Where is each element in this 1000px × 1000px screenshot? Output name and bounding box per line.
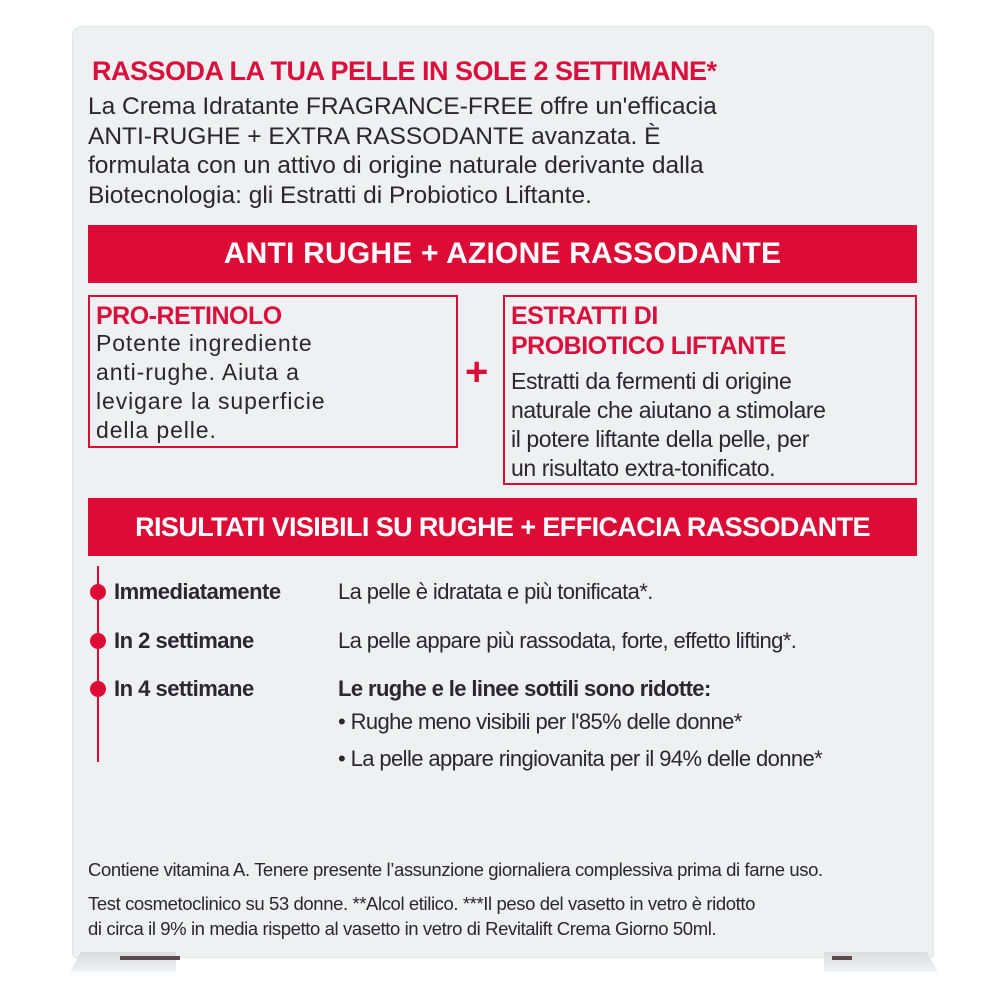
result-period: Immediatamente	[114, 579, 281, 604]
timeline-dot-icon	[90, 681, 106, 697]
ingredient-title-line: PROBIOTICO LIFTANTE	[511, 332, 786, 360]
timeline-dot-icon	[90, 584, 106, 600]
ingredient-title-line: ESTRATTI DI	[511, 302, 658, 330]
result-row-immediate	[90, 576, 930, 608]
intro-line: Biotecnologia: gli Estratti di Probiotico Liftante.	[88, 181, 592, 209]
flap-shadow-left	[120, 956, 180, 960]
intro-line: ANTI-RUGHE + EXTRA RASSODANTE avanzata. È	[88, 122, 661, 150]
ingredient-description	[96, 329, 325, 445]
result-effect: La pelle è idratata e più tonificata*.	[338, 579, 653, 604]
test-footnote	[88, 891, 928, 941]
ingredient-line: il potere liftante della pelle, per	[511, 426, 809, 452]
ingredient-title-line: PRO-RETINOLO	[96, 302, 282, 330]
banner-action: ANTI RUGHE + AZIONE RASSODANTE	[88, 225, 917, 283]
ingredient-title	[96, 301, 282, 331]
vitamin-warning: Contiene vitamina A. Tenere presente l’assunzione giornaliera complessiva prima di farne uso.	[88, 859, 823, 880]
bullet-item: • La pelle appare ringiovanita per il 94% delle donne*	[338, 746, 823, 771]
ingredient-box-pro-retinolo	[88, 295, 458, 448]
box-flap-right	[824, 952, 938, 972]
result-period: In 2 settimane	[114, 628, 254, 653]
result-bullets	[338, 703, 822, 777]
plus-icon: +	[465, 350, 489, 394]
ingredient-description	[511, 367, 826, 483]
intro-line: La Crema Idratante FRAGRANCE-FREE offre un'efficacia	[88, 93, 717, 120]
ingredient-line: naturale che aiutano a stimolare	[511, 397, 826, 423]
intro-paragraph	[88, 92, 924, 210]
ingredient-line: un risultato extra-tonificato.	[511, 455, 776, 481]
ingredient-box-probiotico	[503, 295, 917, 485]
footnote-line: Test cosmetoclinico su 53 donne. **Alcol etilico. ***Il peso del vasetto in vetro è ridotto	[88, 893, 755, 914]
footnote-line: di circa il 9% in media rispetto al vasetto in vetro di Revitalift Crema Giorno 50ml.	[88, 918, 717, 939]
ingredient-line: levigare la superficie	[96, 388, 326, 414]
footnotes	[88, 856, 928, 941]
ingredient-title	[511, 301, 786, 361]
ingredient-line: Estratti da fermenti di origine	[511, 368, 792, 394]
result-row-4-weeks	[90, 673, 930, 705]
ingredient-line: della pelle.	[96, 417, 217, 443]
result-effect: Le rughe e le linee sottili sono ridotte:	[338, 676, 711, 701]
box-flap-left	[70, 952, 176, 972]
result-row-2-weeks	[90, 625, 930, 657]
ingredient-line: Potente ingrediente	[96, 330, 313, 356]
bullet-item: • Rughe meno visibili per l'85% delle donne*	[338, 709, 742, 734]
timeline-dot-icon	[90, 633, 106, 649]
banner-results: RISULTATI VISIBILI SU RUGHE + EFFICACIA RASSODANTE	[88, 498, 917, 556]
result-effect: La pelle appare più rassodata, forte, effetto lifting*.	[338, 628, 797, 653]
intro-line: formulata con un attivo di origine naturale derivante dalla	[88, 152, 704, 179]
flap-shadow-right	[832, 956, 852, 960]
result-period: In 4 settimane	[114, 676, 254, 701]
ingredient-line: anti-rughe. Aiuta a	[96, 359, 300, 385]
headline: RASSODA LA TUA PELLE IN SOLE 2 SETTIMANE*	[92, 56, 717, 86]
